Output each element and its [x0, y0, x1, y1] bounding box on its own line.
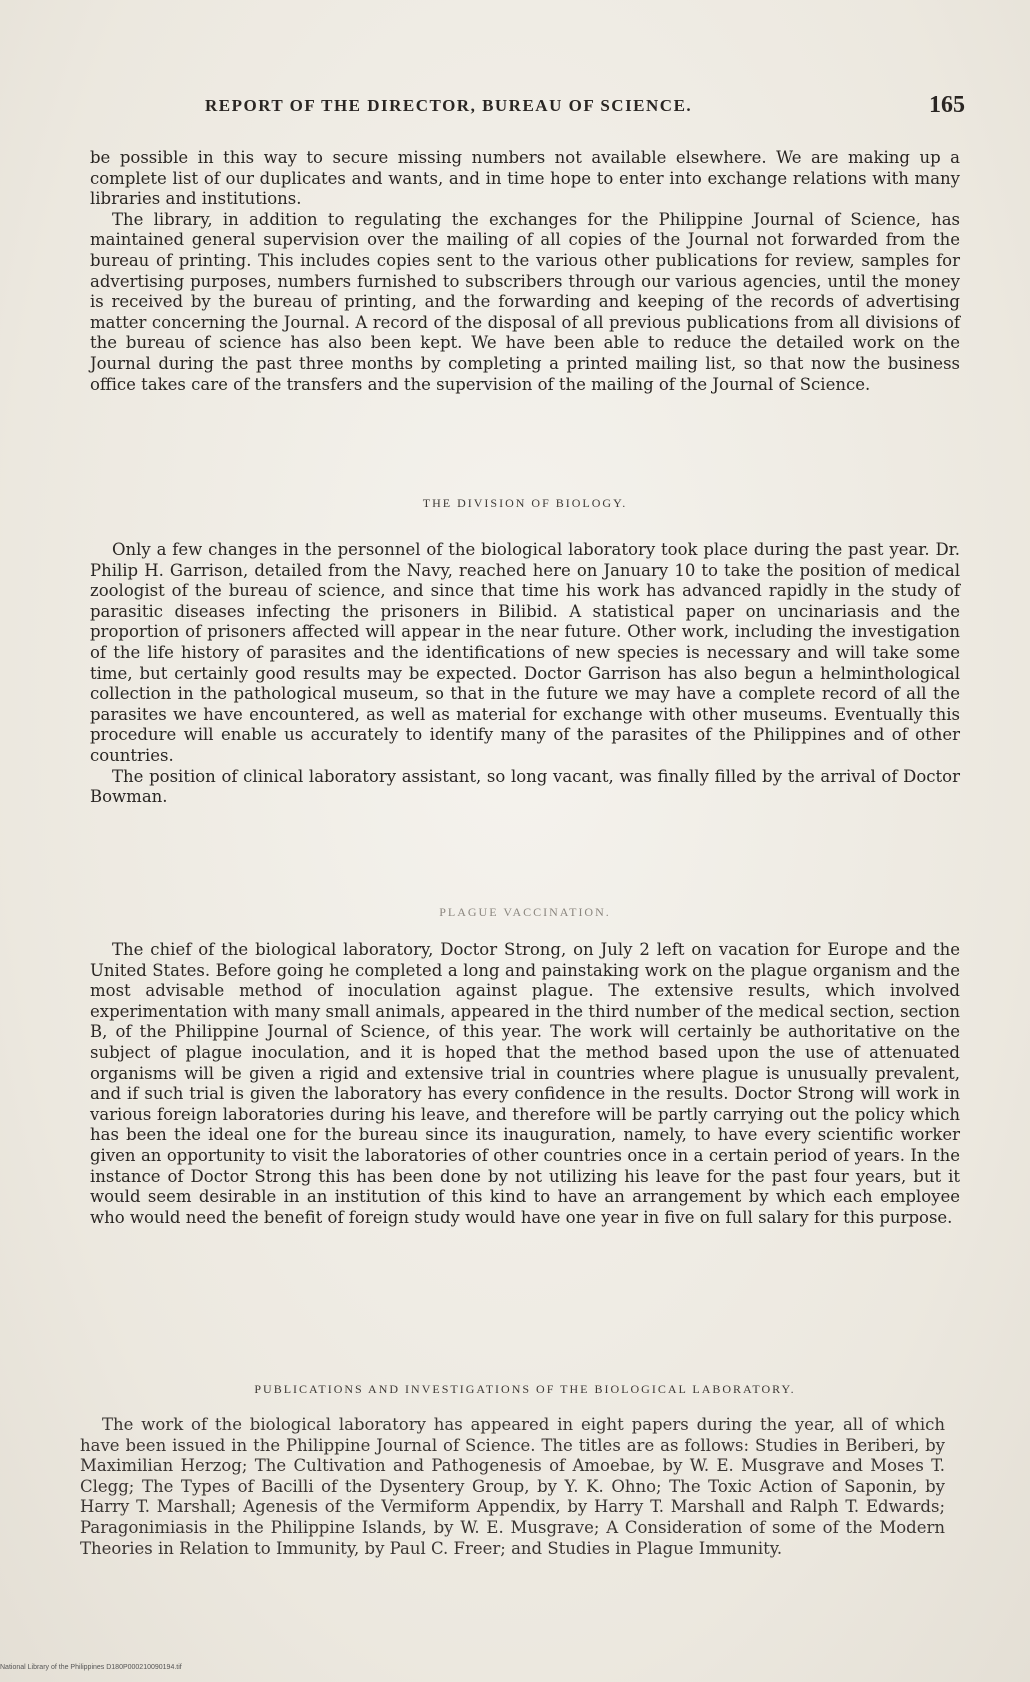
running-head-title: REPORT OF THE DIRECTOR, BUREAU OF SCIENCE. [205, 96, 693, 115]
library-text-block [90, 148, 960, 395]
heading-publications: PUBLICATIONS AND INVESTIGATIONS OF THE BIOLOGICAL LABORATORY. [254, 1382, 796, 1396]
scan-credit: National Library of the Philippines D180P000210090194.tif [0, 1664, 182, 1671]
biology-text-block [90, 540, 960, 808]
paragraph-publications-1: The work of the biological laboratory has appeared in eight papers during the year, all of which have been issued in the Philippine Journal of Science. The titles are as follows: Studies in Beriberi, by Maximilian Herzog; The Cultivation and Pathogenesis of Amoebae, by W. E. Musgrave and Moses T. Clegg; The Types of Bacilli of the Dysentery Group, by Y. K. Ohno; The Toxic Action of Saponin, by Harry T. Marshall; Agenesis of the Vermiform Appendix, by Harry T. Marshall and Ralph T. Edwards; Paragonimiasis in the Philippine Islands, by W. E. Musgrave; A Consideration of some of the Modern Theories in Relation to Immunity, by Paul C. Freer; and Studies in Plague Immunity. [80, 1415, 945, 1558]
publications-text-block [80, 1415, 945, 1559]
heading-division-of-biology: THE DIVISION OF BIOLOGY. [422, 496, 628, 510]
heading-plague-vaccination: PLAGUE VACCINATION. [439, 905, 611, 919]
paragraph-biology-1: Only a few changes in the personnel of the biological laboratory took place during the past year. Dr. Philip H. Garrison, detailed from the Navy, reached here on January 10 to take the position of medical zoologist of the bureau of science, and since that time his work has advanced rapidly in the study of parasitic diseases infecting the prisoners in Bilibid. A statistical paper on uncinariasis and the proportion of prisoners affected will appear in the near future. Other work, including the investigation of the life history of parasites and the identifications of new species is necessary and will take some time, but certainly good results may be expected. Doctor Garrison has also begun a helminthological collection in the pathological museum, so that in the future we may have a complete record of all the parasites we have encountered, as well as material for exchange with other museums. Eventually this procedure will enable us accurately to identify many of the parasites of the Philippines and of other countries. [90, 540, 960, 765]
paragraph-library-1: be possible in this way to secure missing numbers not available elsewhere. We are making up a complete list of our duplicates and wants, and in time hope to enter into exchange relations with many libraries and institutions. [90, 148, 960, 209]
running-head [205, 92, 965, 122]
paragraph-biology-2: The position of clinical laboratory assistant, so long vacant, was finally filled by the arrival of Doctor Bowman. [90, 766, 960, 807]
paragraph-plague-1: The chief of the biological laboratory, Doctor Strong, on July 2 left on vacation for Europe and the United States. Before going he completed a long and painstaking work on the plague organism and the most advisable method of inoculation against plague. The extensive results, which involved experimentation with many small animals, appeared in the third number of the medical section, section B, of the Philippine Journal of Science, of this year. The work will certainly be authoritative on the subject of plague inoculation, and it is hoped that the method based upon the use of attenuated organisms will be given a rigid and extensive trial in countries where plague is unusually prevalent, and if such trial is given the laboratory has every confidence in the results. Doctor Strong will work in various foreign laboratories during his leave, and therefore will be partly carrying out the policy which has been the ideal one for the bureau since its inauguration, namely, to have every scientific worker given an opportunity to visit the laboratories of other countries once in a certain period of years. In the instance of Doctor Strong this has been done by not utilizing his leave for the past four years, but it would seem desirable in an institution of this kind to have an arrangement by which each employee who would need the benefit of foreign study would have one year in five on full salary for this purpose. [90, 940, 960, 1227]
paragraph-library-2: The library, in addition to regulating the exchanges for the Philippine Journal of Science, has maintained general supervision over the mailing of all copies of the Journal not forwarded from the bureau of printing. This includes copies sent to the various other publications for review, samples for advertising purposes, numbers furnished to subscribers through our various agencies, until the money is received by the bureau of printing, and the forwarding and keeping of the records of advertising matter concerning the Journal. A record of the disposal of all previous publications from all divisions of the bureau of science has also been kept. We have been able to reduce the detailed work on the Journal during the past three months by completing a printed mailing list, so that now the business office takes care of the transfers and the supervision of the mailing of the Journal of Science. [90, 209, 960, 394]
plague-text-block [90, 940, 960, 1228]
page-number: 165 [929, 92, 965, 118]
